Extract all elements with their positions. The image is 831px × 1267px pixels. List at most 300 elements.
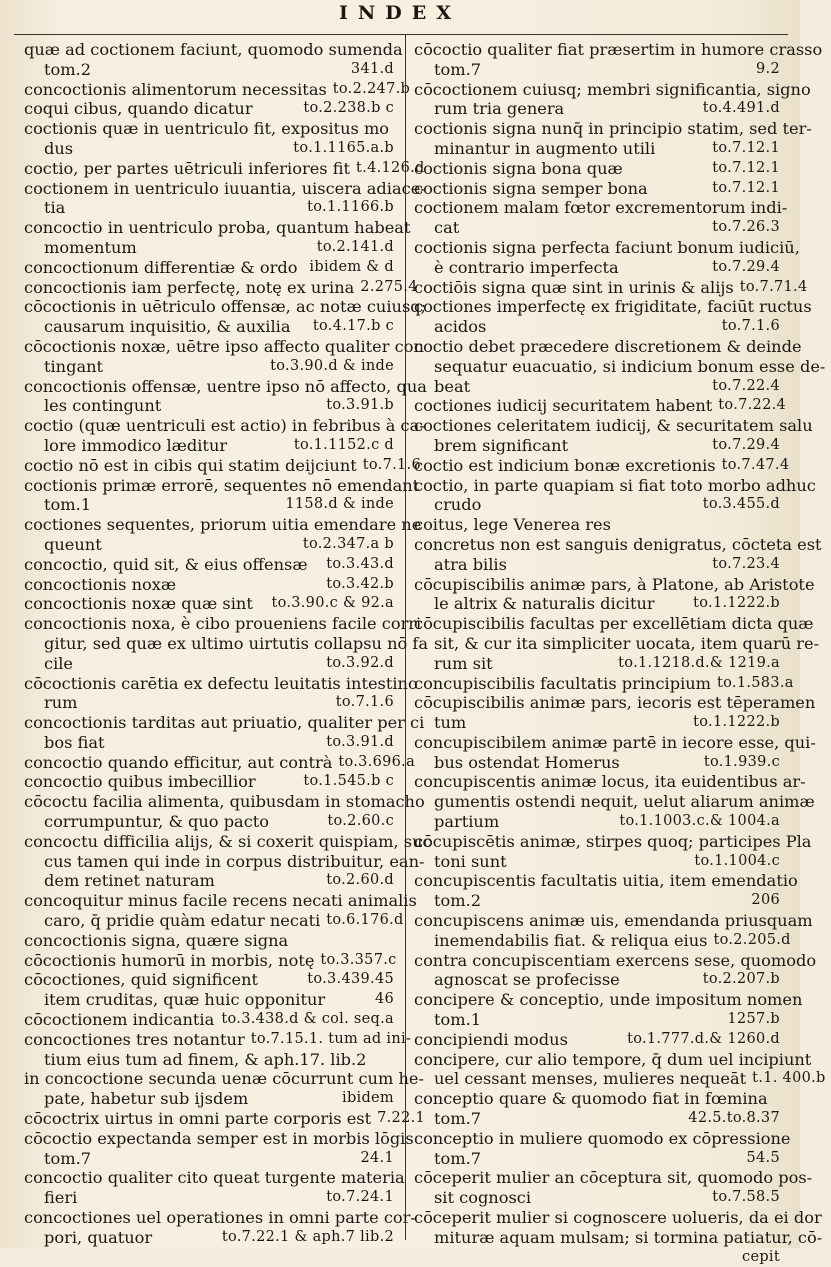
index-entry xyxy=(24,1208,416,1248)
index-entry xyxy=(414,1049,826,1090)
index-entry xyxy=(24,1029,412,1070)
index-entry xyxy=(24,555,394,575)
entry-line xyxy=(414,416,813,436)
entry-text: sit cognosci xyxy=(434,1188,532,1208)
entry-text: coctio debet præcedere discretionem & deinde xyxy=(414,336,802,356)
entry-reference: to.3.92.d xyxy=(326,654,394,671)
entry-text: atra bilis xyxy=(434,554,507,574)
index-entry xyxy=(414,416,813,456)
entry-line xyxy=(24,950,397,971)
entry-text: coctiones imperfectę ex frigiditate, faciūt ructus xyxy=(414,297,812,317)
entry-line xyxy=(24,416,425,436)
entry-line xyxy=(414,950,817,971)
page-header: INDEX xyxy=(339,2,461,24)
entry-reference: to.1.1166.b xyxy=(307,199,394,216)
entry-continuation-line xyxy=(414,99,780,119)
entry-text: tom.1 xyxy=(434,1010,482,1030)
index-entry xyxy=(24,713,425,753)
entry-line xyxy=(414,79,811,100)
entry-reference: to.2.205.d xyxy=(713,931,791,948)
entry-reference: to.2.238.b c xyxy=(303,100,394,117)
entry-text: coctionis signa semper bona xyxy=(414,178,648,198)
index-entry xyxy=(24,1109,426,1129)
index-entry xyxy=(414,911,813,951)
entry-line xyxy=(414,772,806,792)
entry-text: rum sit xyxy=(434,653,493,673)
entry-reference xyxy=(403,40,409,60)
entry-text: concoctionis offensæ, uentre ipso nō affecto, qua xyxy=(24,376,427,396)
entry-text: tom.7 xyxy=(434,1109,482,1129)
entry-reference: to.3.91.b xyxy=(326,397,394,414)
entry-text: gitur, sed quæ ex ultimo uirtutis collapsu nō fa xyxy=(44,633,429,653)
entry-reference: to.3.90.c & 92.a xyxy=(271,595,394,612)
entry-line xyxy=(24,336,424,357)
entry-continuation-line xyxy=(414,1069,826,1089)
entry-continuation-line xyxy=(24,535,394,555)
entry-line xyxy=(24,79,411,100)
entry-line xyxy=(414,475,816,496)
index-entry xyxy=(24,1010,394,1030)
entry-text: coctionis quæ in uentriculo fit, expositus mo xyxy=(24,119,390,139)
entry-reference: 46 xyxy=(374,991,394,1008)
entry-line xyxy=(414,40,823,60)
entry-continuation-line xyxy=(24,871,394,891)
entry-continuation-line xyxy=(24,357,394,377)
entry-text: mituræ aquam mulsam; si tormina patiatur, cō- xyxy=(434,1227,823,1247)
entry-continuation-line xyxy=(24,238,394,258)
index-entry xyxy=(414,515,780,535)
index-entry xyxy=(24,594,394,614)
entry-text: cōcoctionem cuiusq; membri significantia, signo xyxy=(414,79,811,99)
entry-continuation-line xyxy=(414,594,780,614)
index-entry xyxy=(24,178,426,219)
entry-reference xyxy=(405,1168,411,1188)
entry-continuation-line xyxy=(24,139,394,159)
index-entry xyxy=(414,79,811,120)
index-entry xyxy=(414,455,790,476)
entry-line xyxy=(24,455,421,476)
entry-continuation-line xyxy=(24,633,429,654)
entry-line xyxy=(24,673,418,694)
entry-line xyxy=(24,1109,426,1129)
entry-continuation-line xyxy=(414,633,820,654)
entry-line xyxy=(414,693,816,713)
entry-text: dem retinet naturam xyxy=(44,871,215,891)
index-entry xyxy=(24,376,427,417)
entry-reference: 24.1 xyxy=(360,1149,394,1166)
entry-text: les contingunt xyxy=(44,396,162,416)
entry-text: coctio nō est in cibis qui statim deijciunt xyxy=(24,455,357,475)
entry-line xyxy=(414,515,780,535)
entry-reference: to.7.22.4 xyxy=(718,397,787,414)
entry-text: cōceperit mulier an cōceptura sit, quomodo pos- xyxy=(414,1168,813,1188)
entry-reference: cepit xyxy=(742,1248,780,1265)
index-entry xyxy=(24,416,425,456)
entry-line xyxy=(414,1049,812,1070)
entry-reference: t.4.126.d xyxy=(356,159,425,176)
entry-reference xyxy=(811,80,817,100)
entry-reference: to.2.207.b xyxy=(702,971,780,988)
entry-line xyxy=(24,178,426,199)
entry-text: cōcoctiones, quid significent xyxy=(24,970,259,990)
entry-text: in concoctione secunda uenæ cōcurrunt cum he- xyxy=(24,1069,424,1089)
entry-continuation-line xyxy=(414,555,780,575)
entry-line xyxy=(414,455,790,476)
entry-text: coctionis primæ errorē, sequentes nō emendant xyxy=(24,475,420,495)
entry-text: corrumpuntur, & quo pacto xyxy=(44,812,270,832)
entry-text: cōcoctio expectanda semper est in morbis lōgis xyxy=(24,1128,414,1148)
entry-text: caro, q̄ pridie quàm edatur necati xyxy=(44,911,321,931)
entry-reference xyxy=(815,693,821,713)
entry-reference: to.7.1.6 xyxy=(721,318,780,335)
entry-reference: to.2.60.c xyxy=(327,813,394,830)
entry-reference xyxy=(774,515,780,535)
entry-reference xyxy=(816,733,822,753)
entry-reference: to.7.12.1 xyxy=(712,139,780,156)
entry-text: item cruditas, quæ huic opponitur xyxy=(44,990,326,1010)
entry-text: conceptio in muliere quomodo ex cōpressione xyxy=(414,1128,791,1148)
index-entry xyxy=(24,99,394,119)
entry-text: pori, quatuor xyxy=(44,1227,153,1247)
entry-text: concoctio quando efficitur, aut contrà xyxy=(24,752,333,772)
entry-reference: 341.d xyxy=(350,60,394,77)
index-entry xyxy=(24,258,394,278)
entry-reference: to.7.24.1 xyxy=(326,1189,394,1206)
entry-reference: to.3.42.b xyxy=(326,575,394,592)
entry-continuation-line xyxy=(414,930,791,951)
entry-text: toni sunt xyxy=(434,851,507,871)
entry-text: concupiscentis animæ locus, ita euidentibus ar- xyxy=(414,772,806,792)
entry-reference xyxy=(388,931,394,951)
entry-text: concoctionis iam perfectę, notę ex urina xyxy=(24,277,355,297)
entry-reference: to.1.545.b c xyxy=(303,773,394,790)
entry-reference: to.1.1165.a.b xyxy=(293,139,394,156)
entry-text: concoctu difficilia alijs, & si coxerit quispiam, suc xyxy=(24,831,432,851)
index-entry xyxy=(414,1208,823,1267)
index-entry xyxy=(24,772,394,792)
entry-text: contra concupiscentiam exercens sese, quomodo xyxy=(414,950,817,970)
entry-continuation-line xyxy=(24,990,394,1010)
right-column xyxy=(414,40,826,1267)
entry-text: agnoscat se profecisse xyxy=(434,970,620,990)
entry-text: concoctionis tarditas aut priuatio, qualiter per ci xyxy=(24,713,425,733)
index-entry xyxy=(24,119,394,159)
entry-text: coctiones celeritatem iudicij, & securitatem salu xyxy=(414,416,813,436)
entry-reference: to.4.17.b c xyxy=(312,318,394,335)
index-entry xyxy=(414,336,826,396)
entry-reference: to.3.455.d xyxy=(702,496,780,513)
entry-line xyxy=(24,1128,414,1149)
index-entry xyxy=(414,950,817,991)
entry-line xyxy=(24,40,403,60)
entry-text: concoctiones uel operationes in omni parte cor- xyxy=(24,1208,416,1228)
index-entry xyxy=(414,871,798,911)
entry-reference: to.3.91.d xyxy=(326,733,394,750)
entry-continuation-line xyxy=(414,1248,780,1267)
entry-line xyxy=(24,218,411,238)
entry-text: cōcoctrix uirtus in omni parte corporis est xyxy=(24,1109,372,1129)
entry-line xyxy=(24,752,416,773)
entry-text: momentum xyxy=(44,237,137,257)
entry-continuation-line xyxy=(414,1109,780,1129)
entry-reference: to.7.1.6 xyxy=(362,456,421,473)
index-entry xyxy=(414,1168,813,1208)
entry-reference: to.1.1222.b xyxy=(693,595,780,612)
entry-reference xyxy=(388,1050,394,1070)
index-entry xyxy=(24,752,416,773)
index-entry xyxy=(24,1128,414,1169)
entry-text: concoctionum differentiæ & ordo xyxy=(24,257,298,277)
entry-continuation-line xyxy=(24,654,394,674)
index-entry xyxy=(414,475,816,516)
entry-reference: to.3.696.a xyxy=(338,753,416,770)
entry-reference xyxy=(812,119,818,139)
entry-text: cōceperit mulier si cognoscere uolueris, da ei dor xyxy=(414,1208,822,1228)
entry-continuation-line xyxy=(24,851,425,872)
entry-text: concoctionis signa, quære signa xyxy=(24,930,289,950)
entry-continuation-line xyxy=(414,654,780,674)
entry-line xyxy=(24,891,417,911)
entry-continuation-line xyxy=(24,733,394,753)
entry-line xyxy=(24,594,394,614)
entry-text: concoctio quibus imbecillior xyxy=(24,772,256,792)
entry-text: concoctionis noxæ xyxy=(24,574,177,594)
entry-text: concupiscens animæ uis, emendanda priusquam xyxy=(414,911,813,931)
index-entry xyxy=(24,931,394,951)
entry-text: minantur in augmento utili xyxy=(434,138,656,158)
entry-continuation-line xyxy=(414,356,826,377)
entry-reference: to.7.12.1 xyxy=(712,159,780,176)
header-rule xyxy=(14,34,788,35)
entry-text: le altrix & naturalis dicitur xyxy=(434,594,655,614)
entry-reference: to.1.1004.c xyxy=(694,852,780,869)
entry-reference: ibidem xyxy=(342,1090,394,1107)
index-entry xyxy=(414,693,816,733)
index-entry xyxy=(414,1089,780,1129)
entry-text: tom.7 xyxy=(434,59,482,79)
entry-reference xyxy=(802,337,808,357)
entry-text: coctio (quæ uentriculi est actio) in febribus à ca- xyxy=(24,416,425,436)
entry-reference: 54.5 xyxy=(746,1149,780,1166)
index-entry xyxy=(414,277,808,298)
entry-line xyxy=(414,277,808,298)
entry-reference: to.2.60.d xyxy=(326,872,394,889)
entry-reference: to.7.26.3 xyxy=(712,219,780,236)
entry-text: tia xyxy=(44,198,66,218)
entry-continuation-line xyxy=(414,1149,780,1169)
entry-line xyxy=(414,614,814,634)
entry-reference: to.1.583.a xyxy=(717,674,794,691)
entry-line xyxy=(24,931,394,951)
entry-text: cat xyxy=(434,218,460,238)
index-entry xyxy=(24,614,429,673)
entry-text: quæ ad coctionem faciunt, quomodo sumenda xyxy=(24,40,403,59)
index-entry xyxy=(24,831,432,891)
index-entry xyxy=(24,515,422,555)
entry-text: tom.2 xyxy=(434,891,482,911)
entry-text: cile xyxy=(44,653,73,673)
entry-text: cōcoctio qualiter fiat præsertim in humore crasso xyxy=(414,40,823,59)
entry-continuation-line xyxy=(414,792,815,812)
entry-text: tom.2 xyxy=(44,59,92,79)
entry-reference: 1257.b xyxy=(727,1011,780,1028)
index-entry xyxy=(414,772,815,832)
entry-continuation-line xyxy=(24,1089,394,1109)
entry-continuation-line xyxy=(414,713,780,733)
entry-line xyxy=(414,1089,780,1109)
entry-text: cōcupiscibilis facultas per excellētiam dicta quæ xyxy=(414,614,814,634)
entry-text: fieri xyxy=(44,1188,78,1208)
entry-text: bos fiat xyxy=(44,732,105,752)
entry-continuation-line xyxy=(24,436,394,456)
entry-reference: to.1.1218.d.& 1219.a xyxy=(618,654,780,671)
entry-line xyxy=(414,871,798,891)
entry-line xyxy=(414,1168,813,1188)
entry-text: cōcoctionis noxæ, uētre ipso affecto qualiter con xyxy=(24,336,424,356)
entry-text: cōcoctu facilia alimenta, quibusdam in stomacho xyxy=(24,792,425,812)
index-entry xyxy=(24,1168,405,1208)
index-entry xyxy=(414,673,794,694)
entry-line xyxy=(414,237,800,258)
entry-line xyxy=(414,119,812,139)
entry-reference xyxy=(825,357,831,377)
entry-continuation-line xyxy=(24,495,394,515)
entry-line xyxy=(24,277,418,298)
entry-text: lore immodico læditur xyxy=(44,435,228,455)
entry-line xyxy=(414,1030,780,1050)
entry-text: coctionis signa nunq̄ in principio statim, sed ter- xyxy=(414,119,812,139)
entry-text: cōcupiscētis animæ, stirpes quoq; participes Pla xyxy=(414,831,812,851)
index-entry xyxy=(24,475,420,516)
entry-reference: to.7.71.4 xyxy=(739,278,808,295)
index-entry xyxy=(414,119,812,159)
entry-text: brem significant xyxy=(434,435,569,455)
entry-reference: to.2.247.b xyxy=(332,80,411,97)
entry-line xyxy=(24,515,422,535)
entry-reference xyxy=(815,575,821,595)
entry-line xyxy=(414,732,816,753)
entry-reference: to.7.15.1. tum ad ini- xyxy=(250,1030,412,1047)
entry-reference: 1158.d & inde xyxy=(285,496,394,513)
entry-line xyxy=(24,119,394,139)
entry-reference: 206 xyxy=(751,892,780,909)
entry-line xyxy=(414,673,794,694)
entry-text: tium eius tum ad finem, & aph.17. lib.2 xyxy=(44,1049,367,1069)
index-entry xyxy=(414,40,823,80)
entry-text: cōcupiscibilis animæ pars, à Platone, ab Aristote xyxy=(414,574,815,594)
index-entry xyxy=(414,574,815,615)
entry-line xyxy=(24,1168,405,1188)
index-entry xyxy=(24,575,394,595)
entry-line xyxy=(24,1010,394,1030)
entry-reference: 7.22.1 xyxy=(377,1110,426,1127)
entry-reference: to.7.1.6 xyxy=(335,694,394,711)
entry-text: concupiscibilem animæ partē in iecore esse, qui- xyxy=(414,732,816,752)
entry-text: concupiscentis facultatis uitia, item emendatio xyxy=(414,871,798,891)
entry-text: queunt xyxy=(44,534,102,554)
entry-reference xyxy=(787,198,793,218)
entry-text: cōcupiscibilis animæ pars, iecoris est tēperamen xyxy=(414,693,816,713)
entry-line xyxy=(24,970,394,990)
index-entry xyxy=(24,158,425,179)
entry-line xyxy=(414,831,812,852)
entry-text: coctionem in uentriculo iuuantia, uiscera adiace- xyxy=(24,178,426,198)
entry-continuation-line xyxy=(24,812,394,832)
entry-reference: t.1. 400.b xyxy=(752,1070,826,1087)
entry-continuation-line xyxy=(414,139,780,159)
entry-reference xyxy=(822,40,828,60)
entry-reference: to.7.29.4 xyxy=(712,436,780,453)
entry-reference: to.3.90.d & inde xyxy=(270,357,394,374)
entry-text: concipere, cur alio tempore, q̄ dum uel incipiunt xyxy=(414,1049,812,1069)
entry-line xyxy=(414,336,802,357)
entry-reference xyxy=(812,1168,818,1188)
entry-text: cōcoctionis in uētriculo offensæ, ac notæ cuiusq; xyxy=(24,297,427,317)
index-entry xyxy=(24,792,425,832)
index-entry xyxy=(414,732,816,773)
entry-text: concoctio qualiter cito queat turgente materia xyxy=(24,1168,405,1188)
entry-reference: to.3.357.c xyxy=(320,951,397,968)
entry-line xyxy=(24,831,432,852)
index-entry xyxy=(24,40,403,80)
entry-continuation-line xyxy=(414,218,780,238)
entry-text: concupiscibilis facultatis principium xyxy=(414,673,712,693)
entry-continuation-line xyxy=(414,812,780,832)
entry-text: coctiōis signa quæ sint in urinis & alijs xyxy=(414,277,734,297)
entry-text: concoctio in uentriculo proba, quantum habeat xyxy=(24,218,411,238)
entry-continuation-line xyxy=(414,753,780,773)
entry-line xyxy=(414,1128,791,1149)
entry-line xyxy=(414,396,787,416)
entry-reference: to.7.58.5 xyxy=(712,1189,780,1206)
entry-line xyxy=(24,475,420,496)
entry-reference: to.4.491.d xyxy=(702,100,780,117)
index-entry xyxy=(414,179,780,199)
entry-reference xyxy=(389,119,395,139)
entry-line xyxy=(414,179,780,199)
index-entry xyxy=(24,297,427,337)
entry-text: concipere & conceptio, unde impositum nomen xyxy=(414,990,803,1010)
entry-text: acidos xyxy=(434,317,487,337)
entry-continuation-line xyxy=(24,693,394,713)
entry-text: coctiones iudicij securitatem habent xyxy=(414,396,713,416)
entry-text: coctiones sequentes, priorum uitia emendare ne xyxy=(24,515,422,535)
entry-continuation-line xyxy=(24,1050,394,1070)
entry-continuation-line xyxy=(24,1149,394,1169)
entry-text: coctio, per partes uētriculi inferiores fit xyxy=(24,158,351,178)
entry-reference xyxy=(816,476,822,496)
entry-reference: to.1.777.d.& 1260.d xyxy=(627,1030,780,1047)
entry-text: tum xyxy=(434,713,467,733)
entry-reference xyxy=(811,1050,817,1070)
entry-text: coctionis signa perfecta faciunt bonum iudiciū, xyxy=(414,237,800,257)
entry-line xyxy=(24,1069,424,1089)
index-entry xyxy=(24,891,417,931)
entry-line xyxy=(414,198,788,218)
entry-continuation-line xyxy=(24,1188,394,1208)
entry-reference xyxy=(822,535,828,555)
entry-text: sequatur euacuatio, si indicium bonum esse de- xyxy=(434,356,826,376)
entry-text: causarum inquisitio, & auxilia xyxy=(44,317,291,337)
entry-text: gumentis ostendi nequit, uelut aliarum animæ xyxy=(434,792,815,812)
entry-reference: 9.2 xyxy=(756,60,780,77)
entry-text: cōcoctionem indicantia xyxy=(24,1010,215,1030)
index-entry xyxy=(24,336,424,377)
entry-line xyxy=(414,297,812,317)
entry-reference: to.3.439.45 xyxy=(307,971,394,988)
entry-text: conceptio quare & quomodo fiat in fœmina xyxy=(414,1089,768,1109)
entry-reference: to.2.141.d xyxy=(316,238,394,255)
